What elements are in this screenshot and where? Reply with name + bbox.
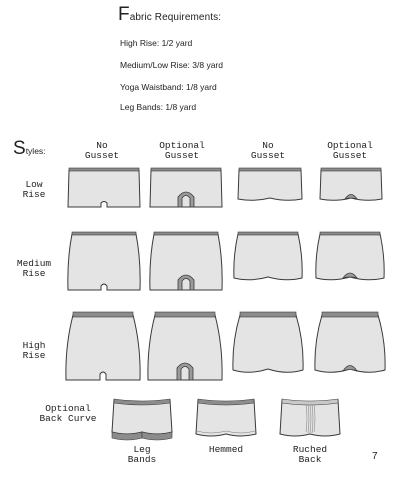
- caption-line1: Leg: [133, 444, 151, 455]
- fabric-line-yoga-waistband: Yoga Waistband: 1/8 yard: [120, 82, 217, 92]
- medium-rise-optional-gusset-front: [148, 230, 224, 292]
- styles-rest: tyles:: [25, 146, 46, 156]
- high-rise-no-gusset-back: [231, 310, 305, 378]
- row-header-line2: Rise: [22, 350, 46, 361]
- back-curve-label-line1: Optional: [45, 403, 91, 414]
- row-header-line2: Rise: [22, 189, 46, 200]
- fabric-line-medium-low-rise: Medium/Low Rise: 3/8 yard: [120, 60, 223, 70]
- caption-line1: Hemmed: [208, 444, 244, 455]
- high-rise-optional-gusset-back: [313, 310, 387, 378]
- column-header-line2: Gusset: [164, 150, 200, 161]
- low-rise-no-gusset-front: [66, 165, 142, 211]
- styles-initial: S: [13, 138, 26, 159]
- column-header-no-gusset-1: [67, 141, 137, 161]
- medium-rise-optional-gusset-back: [314, 230, 386, 286]
- back-curve-hemmed-garment: [194, 396, 258, 440]
- high-rise-optional-gusset-front: [146, 310, 224, 382]
- row-header-line1: Medium: [16, 258, 52, 269]
- medium-rise-no-gusset-back: [232, 230, 304, 286]
- fabric-requirements-title: [118, 5, 221, 24]
- caption-leg-bands: [112, 445, 172, 465]
- column-header-line1: No: [96, 140, 108, 151]
- fabric-line-leg-bands: Leg Bands: 1/8 yard: [120, 102, 197, 112]
- title-rest: abric Requirements:: [129, 12, 222, 23]
- medium-rise-no-gusset-front: [66, 230, 142, 292]
- row-header-high-rise: [4, 341, 64, 361]
- back-curve-ruched-back-garment: [278, 396, 342, 444]
- row-header-line1: Low: [25, 179, 43, 190]
- page-number: 7: [372, 451, 378, 462]
- fabric-line-high-rise: High Rise: 1/2 yard: [120, 38, 193, 48]
- column-header-line1: Optional: [327, 140, 373, 151]
- column-header-line2: Gusset: [332, 150, 368, 161]
- low-rise-optional-gusset-back: [318, 165, 384, 205]
- row-header-line2: Rise: [22, 268, 46, 279]
- column-header-line2: Gusset: [84, 150, 120, 161]
- title-initial: F: [118, 4, 130, 25]
- row-header-medium-rise: [4, 259, 64, 279]
- column-header-line1: Optional: [159, 140, 205, 151]
- caption-line2: Bands: [127, 454, 157, 465]
- column-header-line1: No: [262, 140, 274, 151]
- column-header-line2: Gusset: [250, 150, 286, 161]
- high-rise-no-gusset-front: [64, 310, 142, 382]
- styles-heading: [13, 138, 46, 160]
- column-header-no-gusset-2: [233, 141, 303, 161]
- low-rise-no-gusset-back: [236, 165, 304, 205]
- column-header-optional-gusset-2: [315, 141, 385, 161]
- caption-line1: Ruched: [292, 444, 328, 455]
- back-curve-label-line2: Back Curve: [39, 413, 97, 424]
- column-header-optional-gusset-1: [147, 141, 217, 161]
- row-header-line1: High: [22, 340, 46, 351]
- back-curve-leg-bands-garment: [110, 396, 174, 444]
- back-curve-label: [28, 404, 108, 424]
- row-header-low-rise: [4, 180, 64, 200]
- low-rise-optional-gusset-front: [148, 165, 224, 211]
- caption-ruched-back: [278, 445, 342, 465]
- caption-hemmed: [196, 445, 256, 455]
- caption-line2: Back: [298, 454, 322, 465]
